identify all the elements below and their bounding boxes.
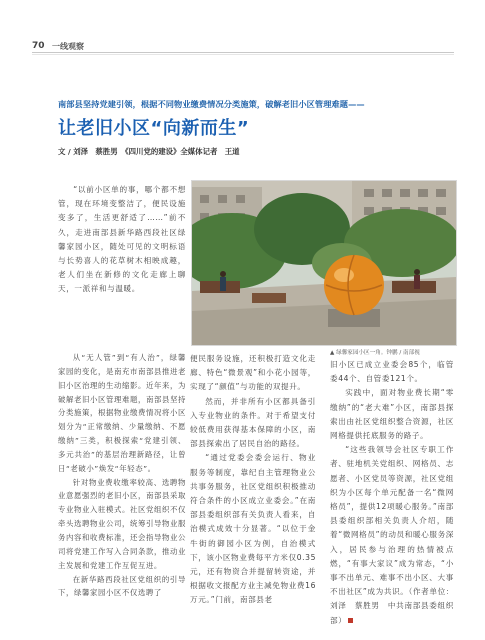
column-2 (190, 352, 316, 608)
header-rule (32, 52, 454, 53)
page-number: 70 (32, 41, 45, 51)
end-of-article-icon (348, 618, 353, 623)
paragraph: “以前小区单的事，哪个都不想管，现在环境变整洁了，便民设施变多了，生活更舒适了……”前不久，走进南部县新华路西段社区绿馨家园小区，随处可见的文明标语与长势喜人的花草树木相映成趣，老人们坐在新修的文化走廊上聊天，一派祥和与温暖。 (58, 185, 186, 294)
paragraph: “通过党委会委会运行、物业服务等制度，靠纪自主管理物业公共事务服务，社区党组织积极推动符合条件的小区成立业委会。”在南部县委组织部有关负责人看来，自治模式成效十分显著。“以位于金牛街的御园小区为例，自治模式下，该小区物业费每平方米仅0.35元，还有物资合并提留转资途，并根据收文报配方业主减免物业费16万元。”门前，南部县老 (190, 453, 316, 605)
article-photo (191, 180, 457, 346)
paragraph (330, 443, 454, 628)
paragraph: 实践中，面对物业费长期“零缴纳”的“老大难”小区，南部县探索出由社区党组织整合资源，社区网格提供托底服务的路子。 (330, 388, 454, 441)
article-title: 让老旧小区“向新而生” (58, 118, 250, 139)
paragraph-text: “这些我领导会社区专职工作者、驻地机关党组织、网格员、志愿者、小区党员等资源，社区党组织为小区每个单元配备一名“微网格员”，提供12项暖心服务。”南部县委组织部相关负责人介绍，随着“微网格员”的动员和暖心服务深入，居民参与治理的热情被点燃，“有事大家议”成为常态，“小事不出单元、难事不出小区、大事不出社区”成为共识。（作者单位：刘泽 蔡胜男 中共南部县委组织部） (330, 445, 454, 625)
paragraph: 旧小区已成立业委会85个，临管委44个、自管委121个。 (330, 360, 454, 384)
paragraph: 从“无人管”到“有人治”，绿馨家园的变化，是南充市南部县推进老旧小区治理的生动缩影。近年来，为破解老旧小区管理难题，南部县坚持分类施策，根据物业缴费情况将小区划分为“正常缴纳、少量缴纳、不愿缴纳”三类，积极探索“党建引领、多元共治”的基层治理新路径，让曾日“老破小”焕发“年轻态”。 (58, 353, 186, 473)
column-3 (330, 358, 454, 628)
paragraph: 然而，并非所有小区都具备引入专业物业的条件。对于希望支付较低费用获得基本保障的小区，南部县探索出了居民自治的路径。 (190, 396, 316, 449)
article-lead: 南部县坚持党建引领，根据不同物业缴费情况分类施策，破解老旧小区管理难题—— (58, 99, 365, 109)
paragraph: 在新华路西段社区党组织的引导下，绿馨家园小区不仅选聘了 (58, 574, 186, 598)
column-1-top (58, 183, 186, 297)
section-label: 一线观察 (52, 42, 84, 51)
courtyard-photo-image (192, 181, 456, 345)
header-rule-secondary (32, 54, 454, 55)
photo-caption: ▲ 绿馨家园小区一角。钟鹏 / 南部视 (330, 350, 420, 356)
article-byline: 文 / 刘泽 蔡胜男 《四川党的建设》全媒体记者 王道 (58, 147, 240, 156)
paragraph: 便民服务设施，还积极打造文化走廊、特色“微景观”和小花小园等，实现了“颜值”与功能的双提升。 (190, 354, 316, 392)
column-1-bottom (58, 351, 186, 600)
paragraph: 针对物业费收缴率较高、选聘物业意愿强烈的老旧小区，南部县采取专业物业入驻模式。社区党组织不仅牵头选聘物业公司，统筹引导物业服务内容和收费标准，还会指导物业公司将党建工作写入合同条款，推动业主发展和党建工作互促互进。 (58, 477, 186, 570)
